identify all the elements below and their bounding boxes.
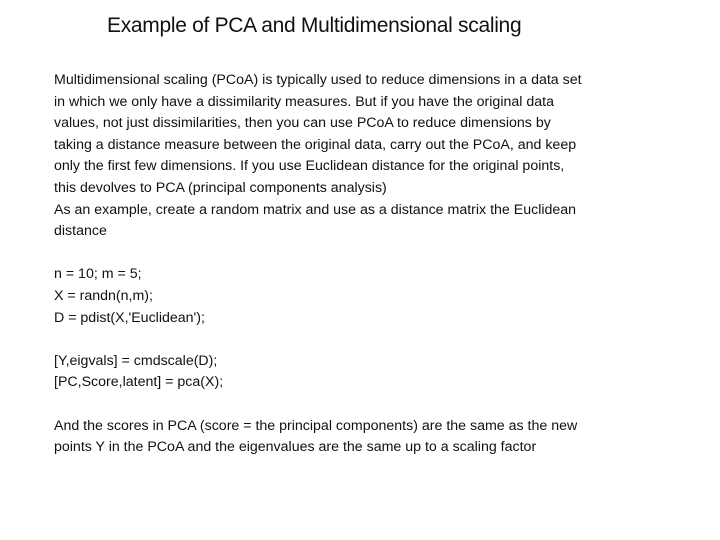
intro-line: As an example, create a random matrix and use as a distance matrix the Euclidean <box>54 201 577 218</box>
intro-line: Multidimensional scaling (PCoA) is typically used to reduce dimensions in a data set <box>54 72 582 88</box>
intro-line: distance <box>54 223 107 240</box>
code-line: D = pdist(X,'Euclidean'); <box>54 309 205 326</box>
paragraph-gap <box>54 394 694 416</box>
intro-line: values, not just dissimilarities, then you can use PCoA to reduce dimensions by <box>54 115 551 132</box>
code-line: [PC,Score,latent] = pca(X); <box>54 374 224 391</box>
paragraph-gap <box>54 329 694 351</box>
intro-line: only the first few dimensions. If you use Euclidean distance for the original points, <box>54 158 565 175</box>
intro-line: this devolves to PCA (principal components analysis) <box>54 179 387 196</box>
code-line: [Y,eigvals] = cmdscale(D); <box>54 352 218 369</box>
paragraph-gap <box>54 243 694 265</box>
code-line: X = randn(n,m); <box>54 287 153 304</box>
slide-body <box>54 70 694 459</box>
code-line: n = 10; m = 5; <box>54 266 142 283</box>
intro-line: taking a distance measure between the original data, carry out the PCoA, and keep <box>54 136 577 153</box>
intro-line: in which we only have a dissimilarity measures. But if you have the original data <box>54 93 554 110</box>
conclusion-line: And the scores in PCA (score = the principal components) are the same as the new <box>54 417 578 434</box>
conclusion-line: points Y in the PCoA and the eigenvalues are the same up to a scaling factor <box>54 439 537 456</box>
slide-title: Example of PCA and Multidimensional scaling <box>107 14 522 37</box>
